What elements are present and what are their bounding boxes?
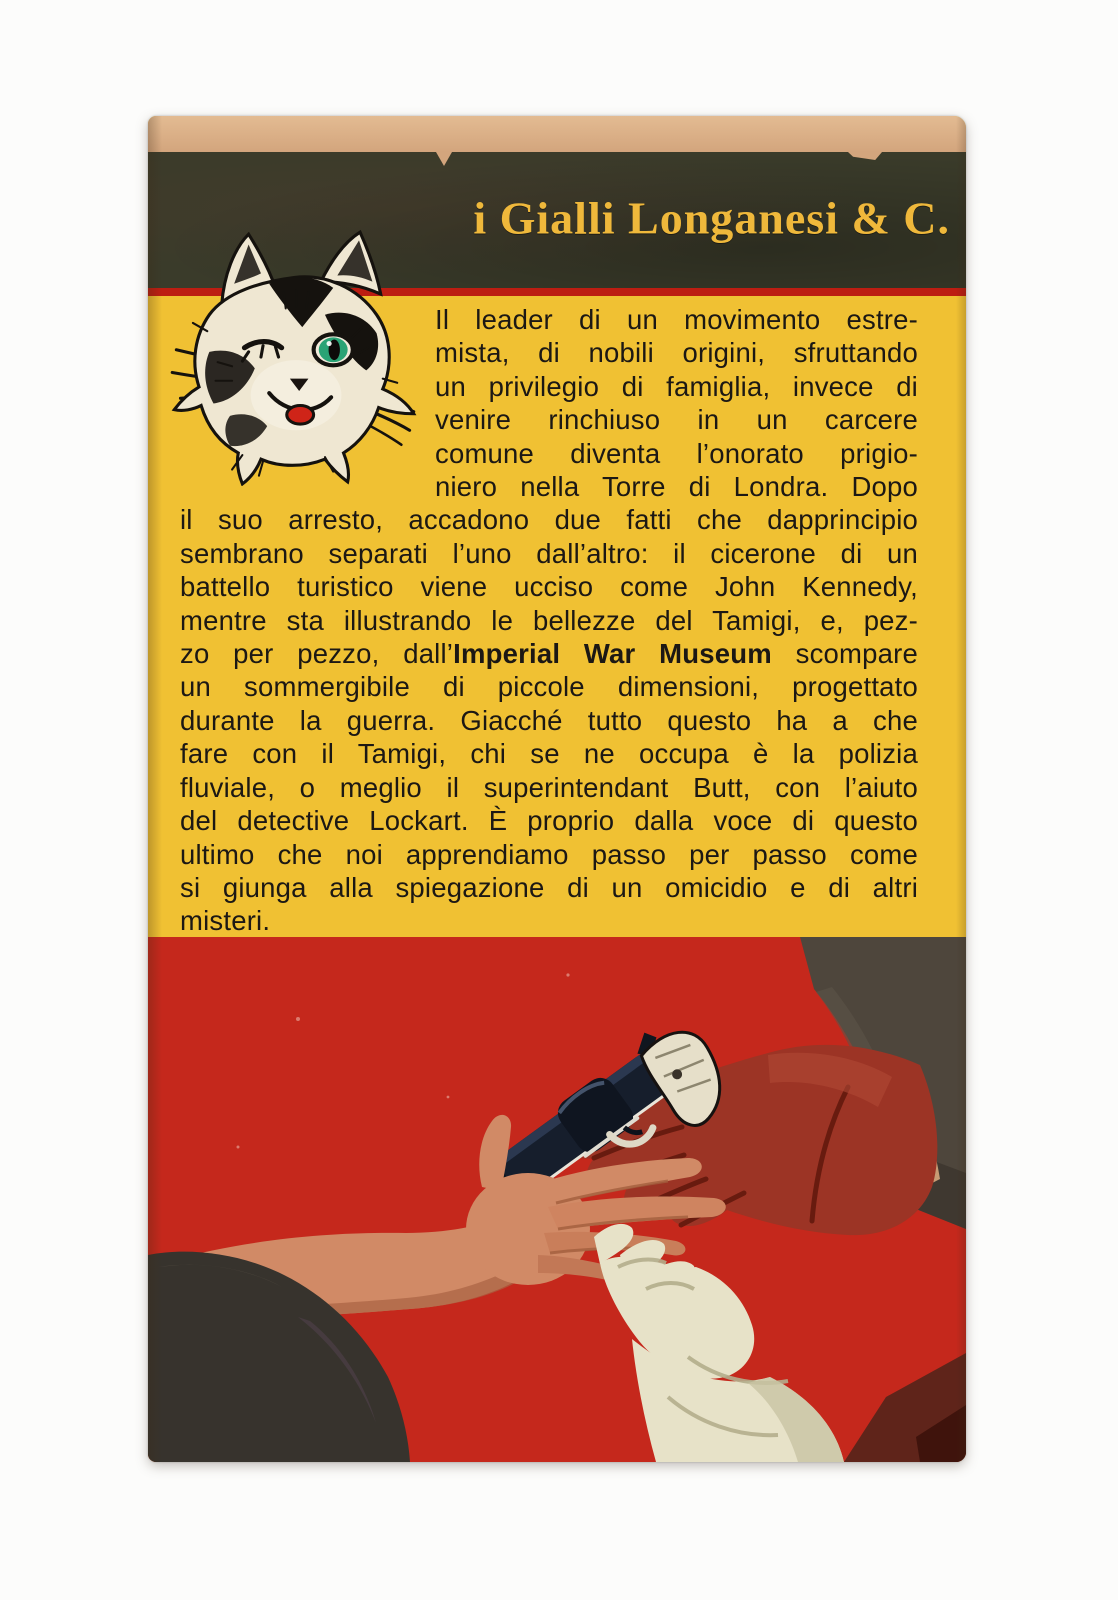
book-pages-top-edge <box>148 116 966 154</box>
wear-chip <box>436 152 452 166</box>
blurb-line: Il leader di un movimento estre- <box>435 304 918 335</box>
wear-chip <box>848 152 882 160</box>
blurb-line: fluviale, o meglio il superintendant Butt, con l’aiuto <box>180 771 918 803</box>
blurb-line: sembrano separati l’uno dall’altro: il cicerone di un <box>180 537 918 569</box>
blurb-line: zo per pezzo, dall’Imperial War Museum scompare <box>180 638 918 670</box>
blurb-line: mista, di nobili origini, sfruttando <box>435 337 918 369</box>
blurb-line: battello turistico viene ucciso come John Kennedy, <box>180 571 918 603</box>
blurb-line: del detective Lockart. È proprio dalla voce di questo <box>180 805 918 837</box>
winking-cat-logo-icon <box>170 228 418 486</box>
blurb-line: niero nella Torre di Londra. Dopo <box>435 471 918 503</box>
blurb-line: il suo arresto, accadono due fatti che dapprincipio <box>180 504 918 536</box>
cat-green-eye <box>314 334 353 365</box>
blurb-line: comune diventa l’onorato prigio- <box>435 437 918 469</box>
blurb-line: durante la guerra. Giacché tutto questo ha a che <box>180 704 918 736</box>
blurb-line: venire rinchiuso in un carcere <box>435 404 918 436</box>
blurb-line: un sommergibile di piccole dimensioni, progettato <box>180 671 918 703</box>
blurb-line: mentre sta illustrando le bellezze del Tamigi, e, pez- <box>180 604 918 636</box>
blurb-line: ultimo che noi apprendiamo passo per passo come <box>180 838 918 870</box>
blurb-line: si giunga alla spiegazione di un omicidio e di altri <box>180 871 918 903</box>
cat-tongue <box>287 406 314 425</box>
series-title: i Gialli Longanesi & C. <box>473 192 950 244</box>
blurb-line: fare con il Tamigi, chi se ne occupa è la polizia <box>180 738 918 770</box>
blurb-line: un privilegio di famiglia, invece di <box>435 370 918 402</box>
cover-photo <box>148 937 966 1462</box>
photo-section <box>148 937 966 1462</box>
blurb-line: misteri. <box>180 905 271 937</box>
book-back-cover <box>148 116 966 1462</box>
